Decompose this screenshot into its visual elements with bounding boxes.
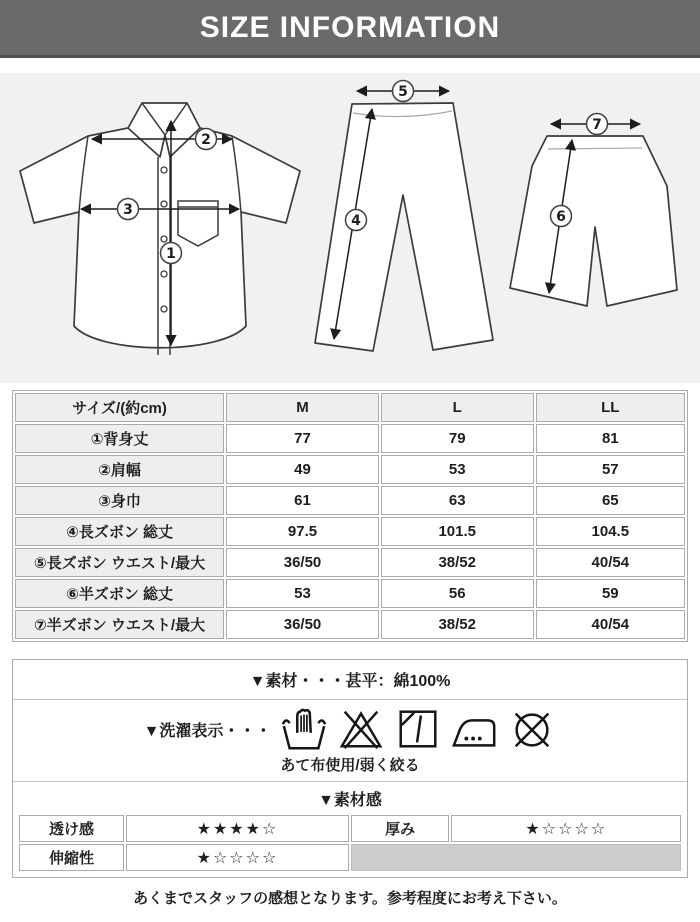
diagram-panel <box>0 73 700 383</box>
row-label: ④長ズボン 総丈 <box>15 517 224 546</box>
iron-3-dots-icon <box>451 705 499 753</box>
washing-label: ▼洗濯表示・・・ <box>143 722 272 740</box>
svg-text:4: 4 <box>351 213 361 229</box>
garment-diagrams <box>0 73 700 383</box>
table-row <box>15 579 685 608</box>
hand-wash-icon <box>280 705 328 753</box>
star-rating: ★☆☆☆☆ <box>126 844 349 871</box>
svg-text:3: 3 <box>123 202 133 218</box>
cell-value: 79 <box>381 424 534 453</box>
cell-value: 57 <box>536 455 685 484</box>
texture-label: 伸縮性 <box>19 844 124 871</box>
cell-value: 49 <box>226 455 379 484</box>
size-table-header-row <box>15 393 685 422</box>
cell-value: 59 <box>536 579 685 608</box>
cell-value: 36/50 <box>226 610 379 639</box>
empty-gray-cell <box>351 844 681 871</box>
shirt-diagram <box>20 103 300 355</box>
dry-in-shade-icon <box>394 705 442 753</box>
texture-label: 透け感 <box>19 815 124 842</box>
callout-5 <box>393 81 414 102</box>
washing-instructions <box>13 700 687 782</box>
cell-value: 101.5 <box>381 517 534 546</box>
cell-value: 53 <box>226 579 379 608</box>
pants-diagram <box>315 81 493 352</box>
table-row <box>15 486 685 515</box>
col-header-ll: LL <box>536 393 685 422</box>
svg-text:5: 5 <box>398 84 408 100</box>
cell-value: 40/54 <box>536 610 685 639</box>
washing-note: あて布使用/弱く絞る <box>280 757 420 774</box>
table-row <box>15 455 685 484</box>
row-label: ①背身丈 <box>15 424 224 453</box>
texture-label: 厚み <box>351 815 449 842</box>
cell-value: 40/54 <box>536 548 685 577</box>
callout-6 <box>551 206 572 227</box>
svg-text:7: 7 <box>592 117 602 133</box>
size-header: サイズ/(約cm) <box>15 393 224 422</box>
callout-2 <box>196 129 217 150</box>
row-label: ⑦半ズボン ウエスト/最大 <box>15 610 224 639</box>
table-row <box>15 610 685 639</box>
page-title: SIZE INFORMATION <box>199 10 501 44</box>
header-bar <box>0 0 700 58</box>
disclaimer-note: あくまでスタッフの感想となります。参考程度にお考え下さい。 <box>133 890 567 907</box>
table-row <box>15 517 685 546</box>
material-info: ▼素材・・・甚平：綿100% <box>13 660 687 700</box>
col-header-l: L <box>381 393 534 422</box>
table-row <box>15 548 685 577</box>
callout-7 <box>587 114 608 135</box>
cell-value: 104.5 <box>536 517 685 546</box>
care-box <box>12 659 688 878</box>
cell-value: 97.5 <box>226 517 379 546</box>
shorts-diagram <box>510 114 677 307</box>
svg-text:2: 2 <box>201 132 211 148</box>
do-not-wring-icon <box>508 705 556 753</box>
cell-value: 65 <box>536 486 685 515</box>
row-label: ⑤長ズボン ウエスト/最大 <box>15 548 224 577</box>
cell-value: 56 <box>381 579 534 608</box>
cell-value: 53 <box>381 455 534 484</box>
cell-value: 81 <box>536 424 685 453</box>
star-rating: ★★★★☆ <box>126 815 349 842</box>
size-table <box>12 390 688 642</box>
col-header-m: M <box>226 393 379 422</box>
row-label: ②肩幅 <box>15 455 224 484</box>
texture-row <box>19 844 681 871</box>
texture-row <box>19 815 681 842</box>
table-row <box>15 424 685 453</box>
callout-1 <box>161 243 182 264</box>
texture-section-title: ▼素材感 <box>318 792 382 809</box>
star-rating: ★☆☆☆☆ <box>451 815 681 842</box>
texture-table <box>17 813 683 873</box>
do-not-bleach-icon <box>337 705 385 753</box>
cell-value: 77 <box>226 424 379 453</box>
row-label: ⑥半ズボン 総丈 <box>15 579 224 608</box>
cell-value: 38/52 <box>381 610 534 639</box>
cell-value: 36/50 <box>226 548 379 577</box>
callout-4 <box>346 210 367 231</box>
svg-text:6: 6 <box>556 209 566 225</box>
row-label: ③身巾 <box>15 486 224 515</box>
svg-text:1: 1 <box>166 246 176 262</box>
cell-value: 63 <box>381 486 534 515</box>
callout-3 <box>118 199 139 220</box>
cell-value: 38/52 <box>381 548 534 577</box>
cell-value: 61 <box>226 486 379 515</box>
